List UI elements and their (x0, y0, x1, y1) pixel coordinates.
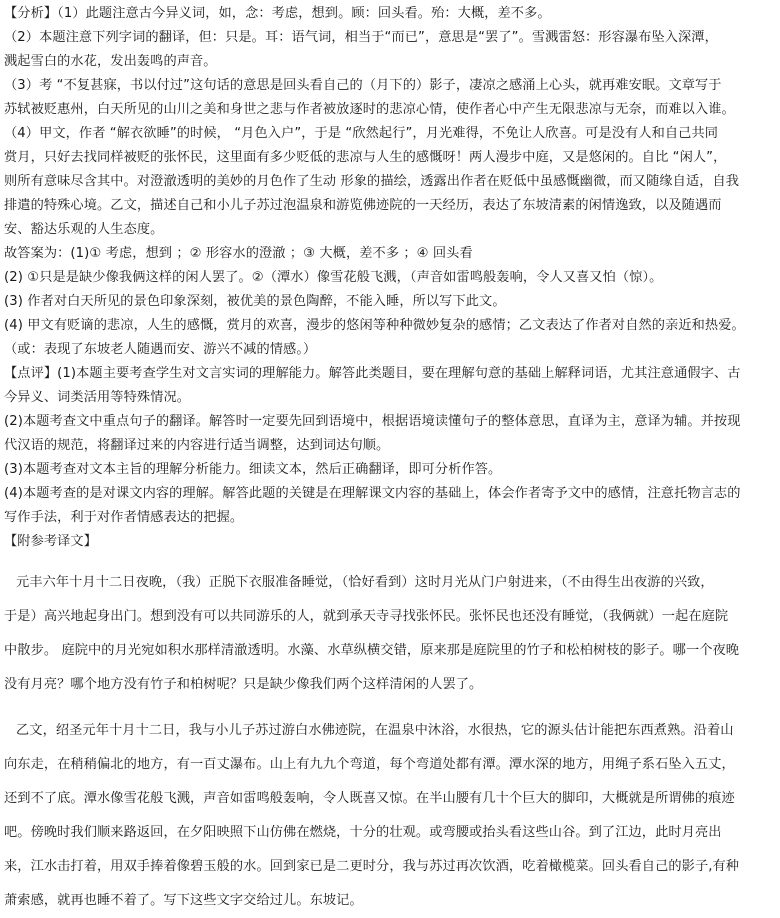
translation-line: 吧。傍晚时我们顺来路返回，在夕阳映照下山仿佛在燃烧，十分的壮观。或弯腰或抬头看这些山谷。到了江边，此时月亮出 (4, 825, 722, 840)
answer-line: (4) 甲文有贬谪的悲凉，人生的感慨，赏月的欢喜，漫步的悠闲等种种微妙复杂的感情；乙文表达了作者对自然的亲近和热爱。 (4, 318, 745, 333)
analysis-line: 则所有意味尽含其中。对澄澈透明的美妙的月色作了生动 形象的描绘，透露出作者在贬低中虽感慨幽微，而又随缘自适，自我 (4, 174, 740, 189)
translation-line: 还到不了底。潭水像雪花般飞溅，声音如雷鸣般轰响，令人既喜又惊。在半山腰有几十个巨大的脚印，大概就是所谓佛的痕迹 (4, 791, 735, 806)
comment-line: 今异义、词类活用等特殊情况。 (4, 390, 191, 405)
analysis-line: （2）本题注意下列字词的翻译，但：只是。耳：语气词，相当于“而已”，意思是“罢了”。雪溅雷怒：形容瀑布坠入深潭， (4, 30, 718, 45)
analysis-line: 安、豁达乐观的人生态度。 (4, 222, 164, 237)
comment-line: (4)本题考查的是对课文内容的理解。解答此题的关键是在理解课文内容的基础上，体会作者寄予文中的感情，注意托物言志的 (4, 486, 741, 501)
paragraph-spacer (4, 702, 776, 714)
analysis-line: 赏月，只好去找同样被贬的张怀民，这里面有多少贬低的悲凉与人生的感慨呀！两人漫步中庭，又是悠闲的。自比 “闲人”， (4, 150, 727, 165)
analysis-line: 排遣的特殊心境。乙文，描述自己和小儿子苏过泡温泉和游览佛迹院的一天经历，表达了东坡清素的闲情逸致，以及随遇而 (4, 198, 722, 213)
answer-line: (3) 作者对白天所见的景色印象深刻，被优美的景色陶醉，不能入睡，所以写下此文。 (4, 294, 506, 309)
comment-line: (2)本题考查文中重点句子的翻译。解答时一定要先回到语境中，根据语境读懂句子的整体意思，直译为主，意译为辅。并按现 (4, 414, 741, 429)
comment-line: 【点评】(1)本题主要考查学生对文言实词的理解能力。解答此类题目，要在理解句意的基础上解释词语，尤其注意通假字、古 (4, 366, 741, 381)
comment-section (4, 362, 776, 530)
answer-line: (2) ①只是是缺少像我俩这样的闲人罢了。②（潭水）像雪花般飞溅，（声音如雷鸣般轰响，令人又喜又怕（惊）。 (4, 270, 663, 285)
translation-line: 元丰六年十月十二日夜晚，（我）正脱下衣服准备睡觉，（恰好看到）这时月光从门户射进来，（不由得生出夜游的兴致， (16, 575, 714, 590)
analysis-section (4, 2, 776, 242)
analysis-line: （4）甲文，作者 “解衣欲睡”的时候， “月色入户”，于是 “欣然起行”，月光难得，不免让人欣喜。可是没有人和自己共同 (4, 126, 719, 141)
translation-line: 于是）高兴地起身出门。想到没有可以共同游乐的人，就到承天寺寻找张怀民。张怀民也还没有睡觉，（我俩就）一起在庭院 (4, 609, 729, 624)
comment-line: 代汉语的规范，将翻译过来的内容进行适当调整，达到词达句顺。 (4, 438, 390, 453)
answer-line: 故答案为：(1)① 考虑，想到 ；② 形容水的澄澈 ；③ 大概，差不多 ；④ 回头看 (4, 246, 473, 261)
translation-section (4, 530, 776, 918)
answer-line: （或：表现了东坡老人随遇而安、游兴不减的情感。） (4, 342, 317, 357)
comment-line: 写作手法，利于对作者情感表达的把握。 (4, 510, 244, 525)
translation-line: 来，江水击打着，用双手捧着像碧玉般的水。回到家已是二更时分，我与苏过再次饮酒，吃着橄榄菜。回头看自己的影子,有种 (4, 859, 740, 874)
analysis-line: 溅起雪白的水花，发出轰鸣的声音。 (4, 54, 217, 69)
translation-line: 乙文，绍圣元年十月十二日，我与小儿子苏过游白水佛迹院，在温泉中沐浴，水很热，它的源头估计能把东西煮熟。沿着山 (16, 723, 734, 738)
translation-paragraph-2 (4, 714, 776, 918)
translation-line: 萧索感，就再也睡不着了。写下这些文字交给过儿。东坡记。 (4, 893, 363, 908)
analysis-line: 苏轼被贬惠州，白天所见的山川之美和身世之悲与作者被放逐时的悲凉心情，使作者心中产生无限悲凉与无奈，而难以入谁。 (4, 102, 735, 117)
answer-section (4, 242, 776, 362)
translation-line: 中散步。 庭院中的月光宛如积水那样清澈透明。水藻、水草纵横交错，原来那是庭院里的竹子和松柏树枝的影子。哪一个夜晚 (4, 643, 740, 658)
comment-line: (3)本题考查对文本主旨的理解分析能力。细读文本，然后正确翻译，即可分析作答。 (4, 462, 502, 477)
translation-line: 向东走，在稍稍偏北的地方，有一百丈瀑布。山上有九九个弯道，每个弯道处都有潭。潭水深的地方，用绳子系石坠入五丈， (4, 757, 735, 772)
analysis-line: 【分析】（1）此题注意古今异义词，如，念：考虑，想到。顾：回头看。殆：大概，差不多。 (4, 6, 551, 21)
translation-line: 没有月亮？哪个地方没有竹子和柏树呢？只是缺少像我们两个这样清闲的人罢了。 (4, 677, 483, 692)
translation-paragraph-1 (4, 566, 776, 702)
translation-header: 【附参考译文】 (4, 534, 98, 549)
analysis-line: （3）考 “不复甚寐，书以付过”这句话的意思是回头看自己的（月下的）影子，凄凉之感涌上心头，就再难安眠。文章写于 (4, 78, 722, 93)
paragraph-spacer (4, 554, 776, 566)
